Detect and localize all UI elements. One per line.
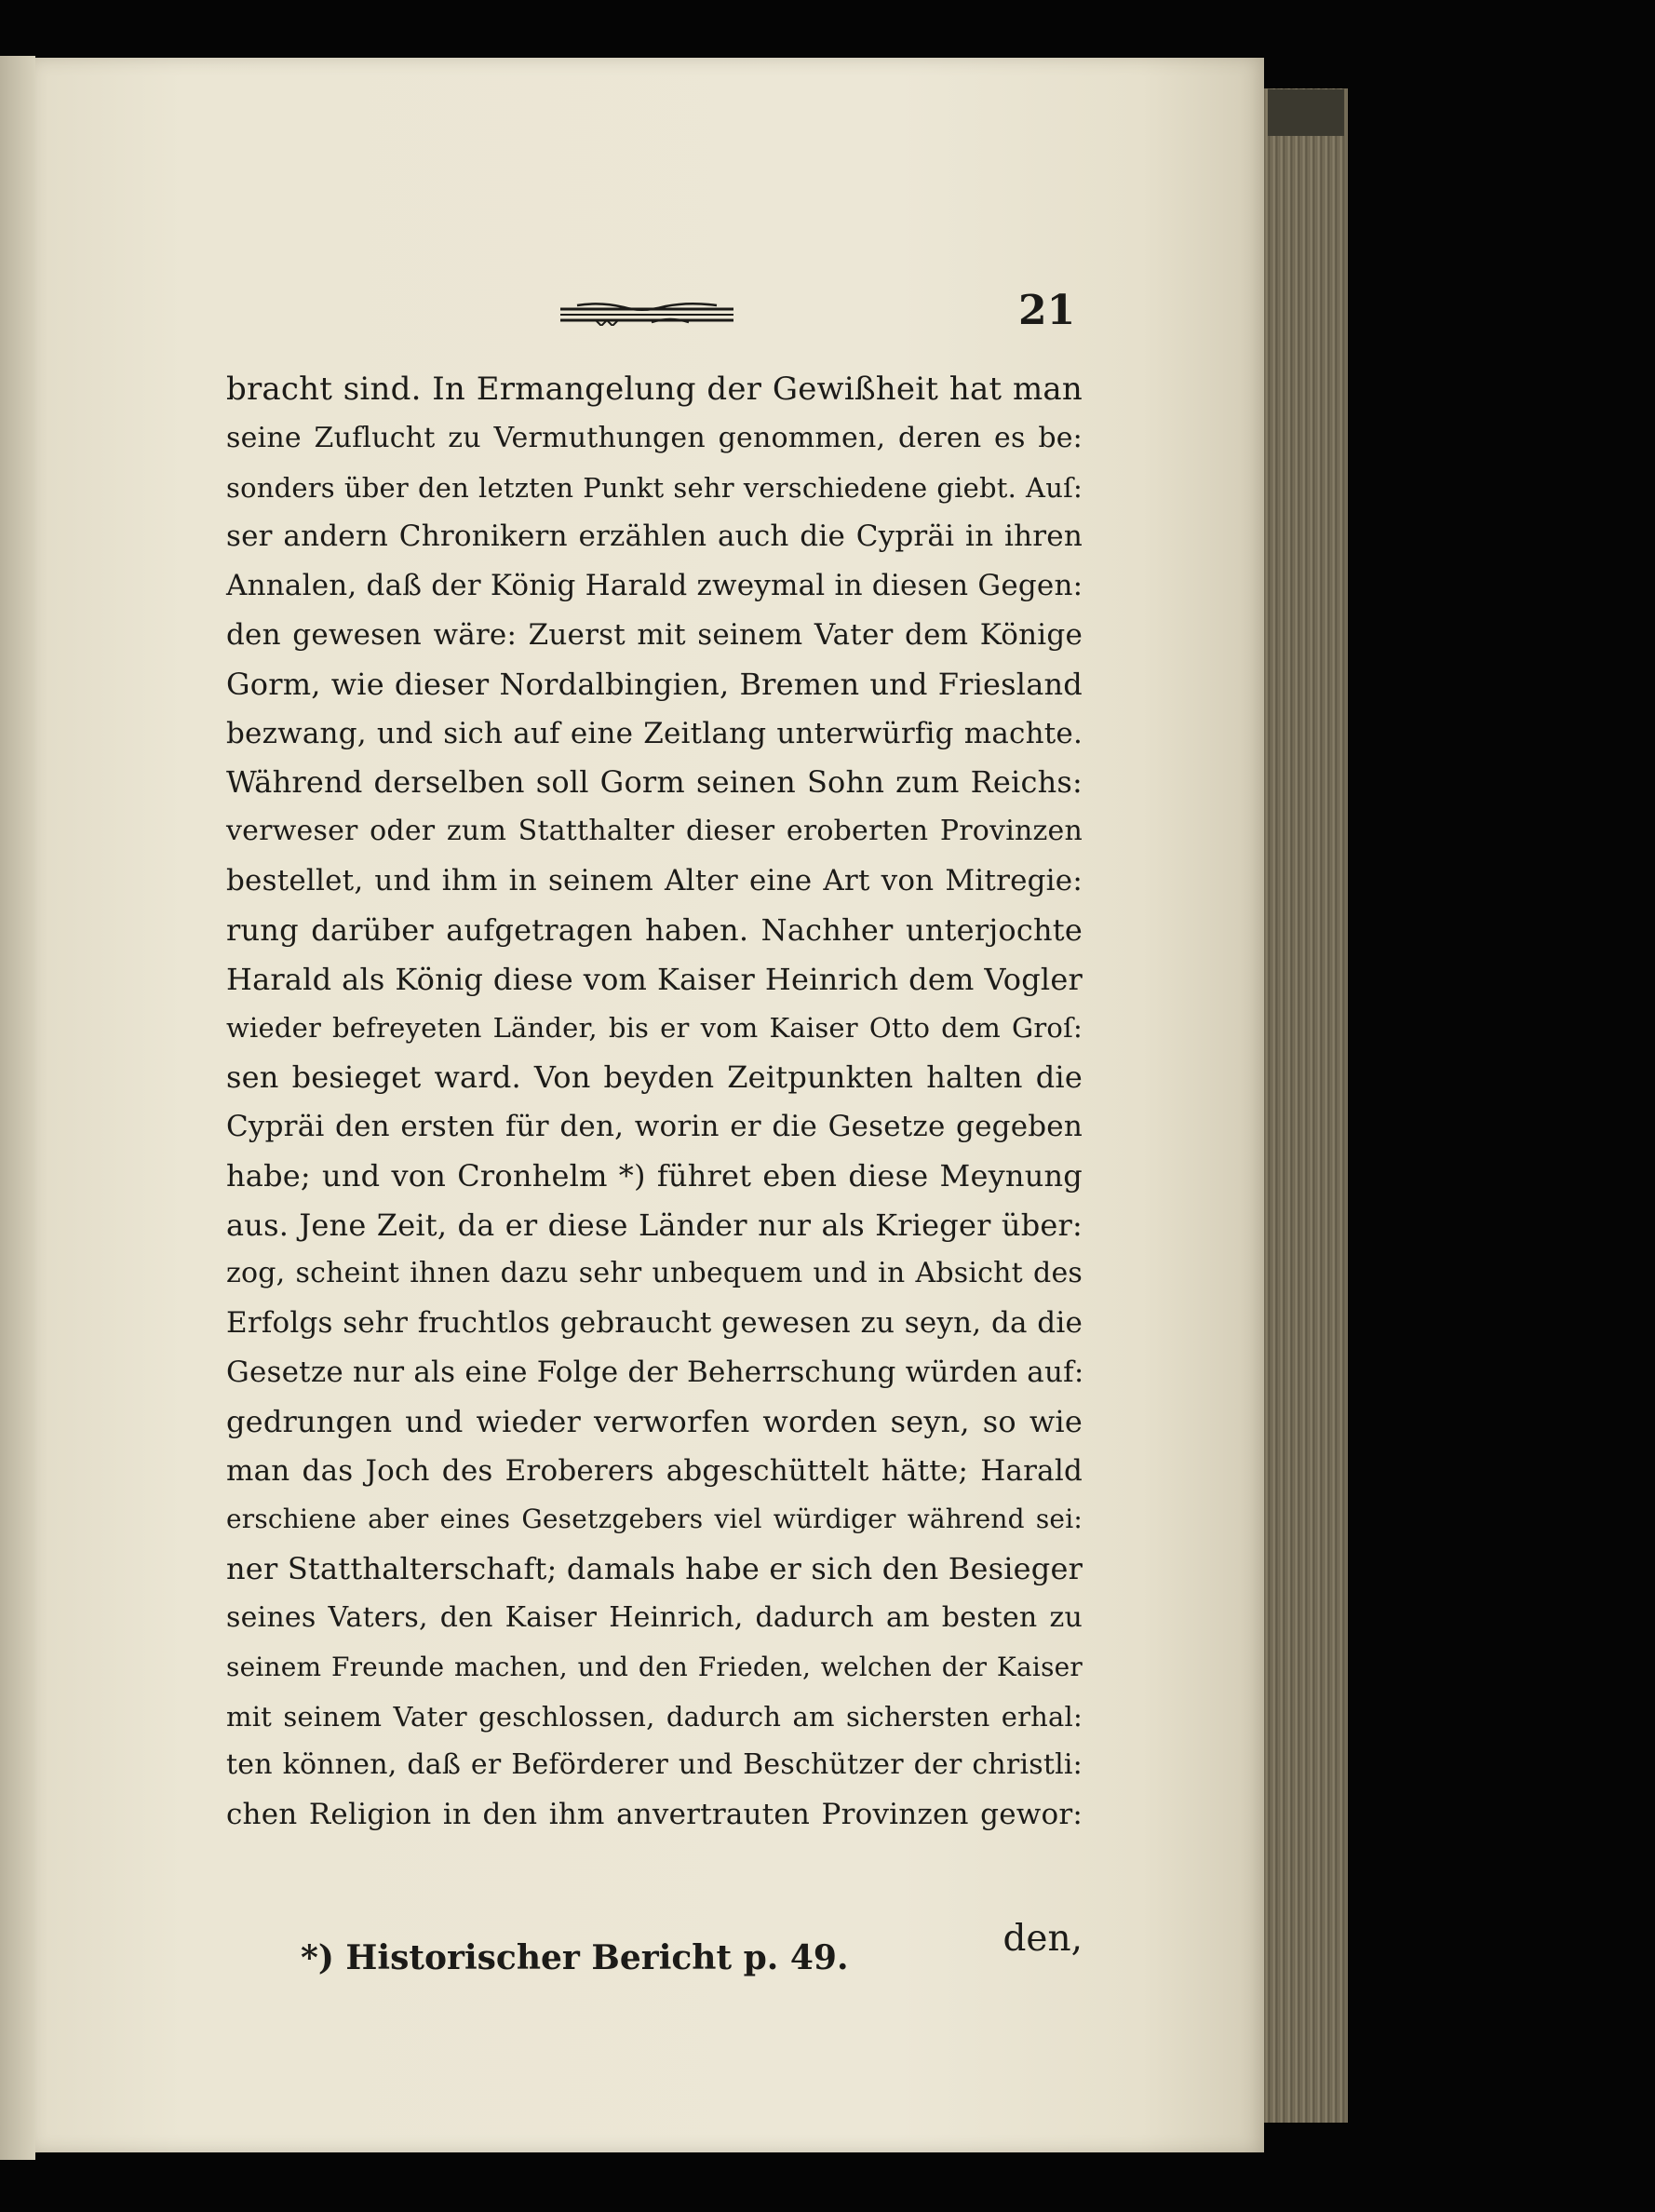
- text-line: rung darüber aufgetragen haben. Nachher unterjochte: [226, 911, 1083, 948]
- text-line: sen besieget ward. Von beyden Zeitpunkten halten die: [226, 1059, 1083, 1096]
- text-line: Cypräi den ersten für den, worin er die Gesetze gegeben: [226, 1109, 1083, 1143]
- text-line: wieder befreyeten Länder, bis er vom Kaiser Otto dem Groſ:: [226, 1012, 1083, 1045]
- catchword: den,: [1002, 1918, 1083, 1960]
- text-line: bezwang, und sich auf eine Zeitlang unterwürfig machte.: [226, 716, 1083, 750]
- text-line: zog, scheint ihnen dazu sehr unbequem und in Absicht des: [226, 1257, 1083, 1290]
- text-line: chen Religion in den ihm anvertrauten Provinzen gewor:: [226, 1798, 1083, 1832]
- footnote: *) Historischer Bericht p. 49.: [301, 1938, 849, 1977]
- text-line: mit seinem Vater geschlossen, dadurch am sichersten erhal:: [226, 1700, 1083, 1733]
- text-line: seine Zuflucht zu Vermuthungen genommen, deren es be:: [226, 421, 1083, 454]
- book-page-edges: [1264, 88, 1348, 2123]
- text-line: seines Vaters, den Kaiser Heinrich, dadurch am besten zu: [226, 1600, 1083, 1634]
- text-line: Harald als König diese vom Kaiser Heinrich dem Vogler: [226, 961, 1083, 997]
- text-line: ner Statthalterschaft; damals habe er sich den Besieger: [226, 1551, 1083, 1587]
- text-line: man das Joch des Eroberers abgeschüttelt hätte; Harald: [226, 1453, 1083, 1488]
- page-number: 21: [1018, 287, 1076, 334]
- body-text: [226, 365, 1083, 1840]
- text-line: gedrungen und wieder verworfen worden seyn, so wie: [226, 1403, 1083, 1439]
- text-line: Während derselben soll Gorm seinen Sohn zum Reichs:: [226, 764, 1083, 801]
- text-line: Erfolgs sehr fruchtlos gebraucht gewesen zu seyn, da die: [226, 1306, 1083, 1341]
- text-line: ten können, daß er Beförderer und Beschützer der christli:: [226, 1748, 1083, 1782]
- text-line: ser andern Chronikern erzählen auch die Cypräi in ihren: [226, 519, 1083, 554]
- text-line: sonders über den letzten Punkt sehr verschiedene giebt. Auſ:: [226, 471, 1083, 504]
- book-page-edges-top: [1268, 89, 1344, 136]
- text-line: seinem Freunde machen, und den Frieden, welchen der Kaiser: [226, 1651, 1083, 1682]
- left-page-edge: [0, 56, 35, 2160]
- decorative-rule-icon: [558, 302, 735, 326]
- text-line: Gesetze nur als eine Folge der Beherrschung würden auf:: [226, 1355, 1084, 1389]
- text-line: erschiene aber eines Gesetzgebers viel würdiger während sei:: [226, 1504, 1083, 1535]
- text-line: Annalen, daß der König Harald zweymal in diesen Gegen:: [226, 569, 1083, 603]
- text-line: bracht sind. In Ermangelung der Gewißheit hat man: [226, 371, 1083, 408]
- text-line: Gorm, wie dieser Nordalbingien, Bremen und Friesland: [226, 666, 1083, 702]
- text-line: habe; und von Cronhelm *) führet eben diese Meynung: [226, 1157, 1083, 1194]
- book-page: [35, 58, 1264, 2152]
- text-line: den gewesen wäre: Zuerst mit seinem Vater dem Könige: [226, 617, 1083, 652]
- text-line: bestellet, und ihm in seinem Alter eine Art von Mitregie:: [226, 863, 1083, 897]
- text-line: aus. Jene Zeit, da er diese Länder nur als Krieger über:: [226, 1207, 1083, 1243]
- text-line: verweser oder zum Statthalter dieser eroberten Provinzen: [226, 815, 1083, 848]
